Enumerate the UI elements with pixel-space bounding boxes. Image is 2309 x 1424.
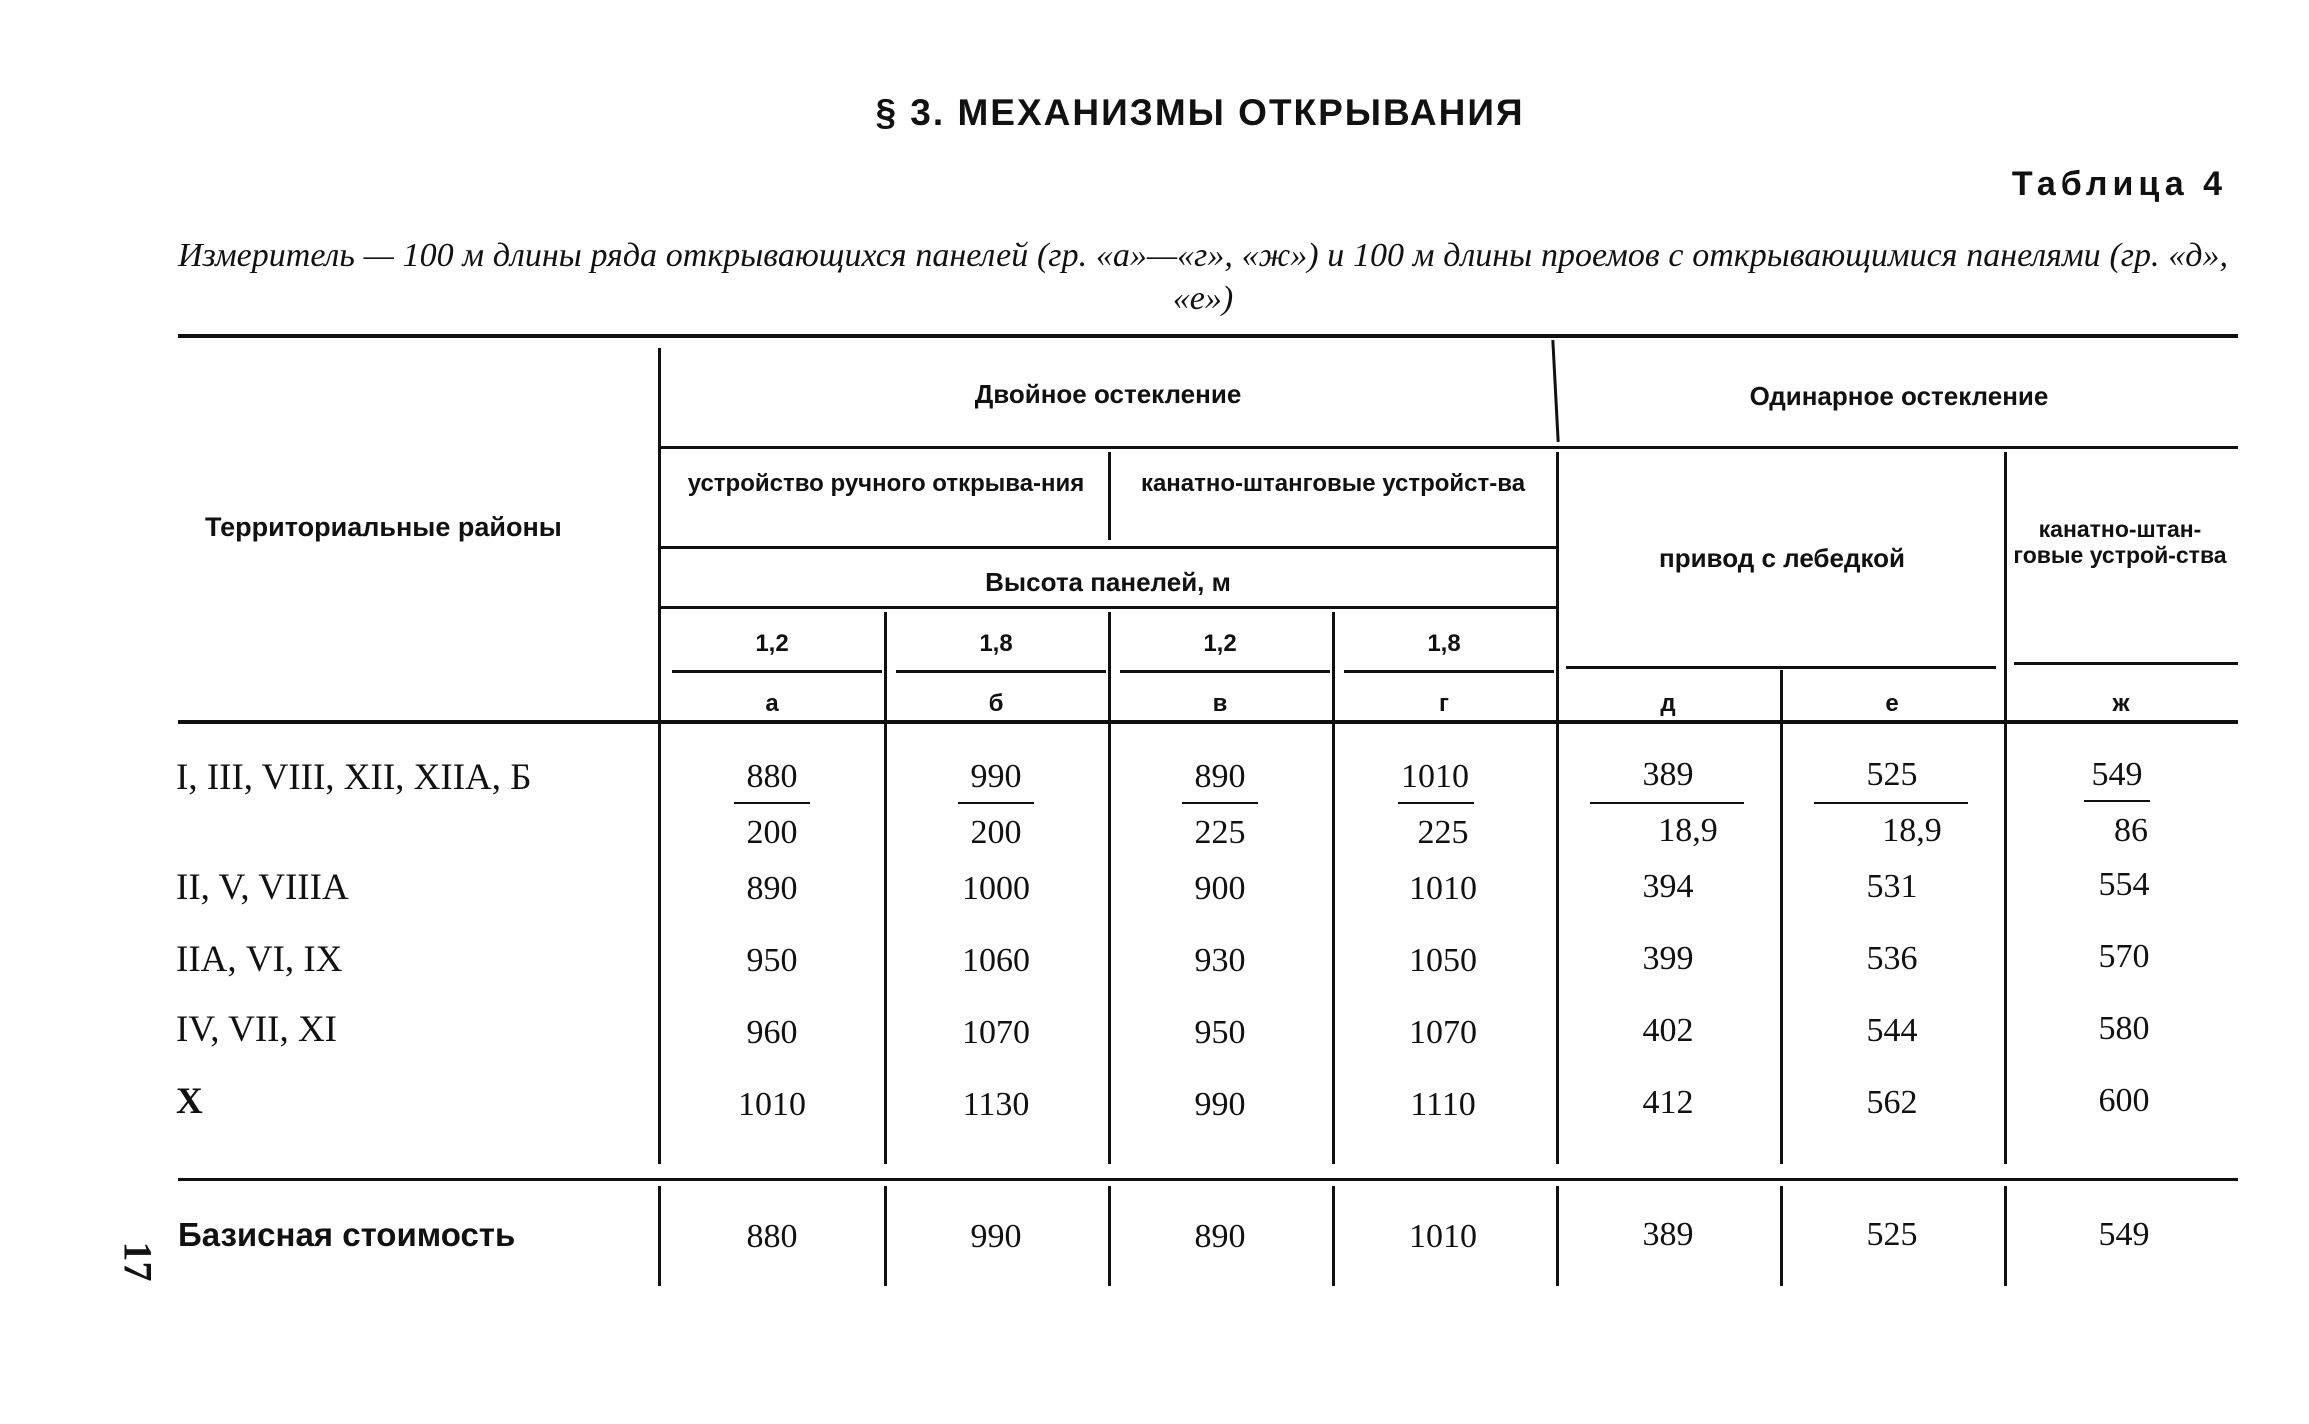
row-2-value-d: 394 bbox=[1642, 868, 1694, 905]
height-col-b: 1,8 bbox=[979, 630, 1013, 657]
row-3-value-zh: 570 bbox=[2098, 938, 2150, 975]
base-value-v: 890 bbox=[1194, 1218, 1246, 1255]
header-cable-single: канатно-штан-говые устрой-ства bbox=[2013, 516, 2227, 568]
row-5-value-e: 562 bbox=[1866, 1084, 1918, 1121]
letter-col-a: а bbox=[765, 690, 779, 717]
header-bottom-rule bbox=[178, 720, 2238, 724]
row-5-value-g: 1110 bbox=[1410, 1086, 1476, 1123]
row-2-value-e: 531 bbox=[1866, 868, 1918, 905]
heights-bottom-rule-b bbox=[896, 670, 1106, 673]
base-value-b: 990 bbox=[970, 1218, 1022, 1255]
base-value-d: 389 bbox=[1642, 1216, 1694, 1253]
height-divider-rule bbox=[660, 606, 1556, 609]
measure-note: Измеритель — 100 м длины ряда открывающихся панелей (гр. «а»—«г», «ж») и 100 м длины проемов с открывающимися панелями (гр. «д», «е») bbox=[178, 237, 2228, 317]
region-column-rule-base bbox=[658, 1186, 661, 1286]
header-cable-double: канатно-штанговые устройст-ва bbox=[1140, 470, 1526, 497]
row-3-label: IIА, VI, IX bbox=[176, 939, 343, 980]
letter-col-v: в bbox=[1212, 690, 1228, 717]
letter-col-g: г bbox=[1439, 690, 1449, 717]
letter-col-zh: ж bbox=[2112, 690, 2130, 717]
fraction-bar-b bbox=[958, 802, 1034, 804]
col-d-e-rule-base bbox=[1780, 1186, 1783, 1286]
row-1-value-a: 880 bbox=[746, 758, 798, 795]
fraction-bar-zh bbox=[2084, 800, 2150, 802]
row-5-value-b: 1130 bbox=[962, 1086, 1030, 1123]
col-d-e-rule bbox=[1780, 670, 1783, 1164]
row-2-value-zh: 554 bbox=[2098, 866, 2150, 903]
subgroup-divider-rule bbox=[660, 546, 1556, 549]
table-label: Таблица 4 bbox=[2011, 165, 2227, 203]
row-2-value-a: 890 bbox=[746, 870, 798, 907]
base-cost-label: Базисная стоимость bbox=[178, 1216, 516, 1253]
row-1-sub-e: 18,9 bbox=[1882, 812, 1942, 849]
heights-bottom-rule-c bbox=[1120, 670, 1330, 673]
fraction-bar-e bbox=[1814, 802, 1968, 804]
row-1-value-e: 525 bbox=[1866, 756, 1918, 793]
base-value-e: 525 bbox=[1866, 1216, 1918, 1253]
col-e-zh-rule-base bbox=[2004, 1186, 2007, 1286]
fraction-bar-v bbox=[1182, 802, 1258, 804]
row-3-value-v: 930 bbox=[1194, 942, 1246, 979]
col-b-v-rule-base bbox=[1108, 1186, 1111, 1286]
heights-bottom-rule-d bbox=[1344, 670, 1554, 673]
winch-bottom-rule bbox=[1566, 666, 1996, 669]
row-1-sub-b: 200 bbox=[970, 814, 1022, 851]
row-3-value-e: 536 bbox=[1866, 940, 1918, 977]
header-single-glazing: Одинарное остекление bbox=[1749, 381, 2049, 411]
col-e-zh-rule bbox=[2004, 452, 2007, 1164]
row-4-value-a: 960 bbox=[746, 1014, 798, 1051]
group-divider-rule bbox=[660, 446, 2238, 449]
col-g-d-rule-base bbox=[1556, 1186, 1559, 1286]
page-number: 17 bbox=[115, 1241, 161, 1282]
base-row-rule bbox=[178, 1178, 2238, 1181]
row-4-value-b: 1070 bbox=[962, 1014, 1030, 1051]
row-1-value-g: 1010 bbox=[1401, 758, 1469, 795]
row-5-value-d: 412 bbox=[1642, 1084, 1694, 1121]
heights-bottom-rule-a bbox=[672, 670, 882, 673]
row-1-sub-v: 225 bbox=[1194, 814, 1246, 851]
height-col-g: 1,8 bbox=[1427, 630, 1461, 657]
col-a-b-rule-base bbox=[884, 1186, 887, 1286]
row-1-value-b: 990 bbox=[970, 758, 1022, 795]
row-5-label: X bbox=[176, 1081, 203, 1122]
row-1-value-d: 389 bbox=[1642, 756, 1694, 793]
row-3-value-d: 399 bbox=[1642, 940, 1694, 977]
letter-col-e: е bbox=[1885, 690, 1899, 717]
header-regions: Территориальные районы bbox=[205, 512, 562, 542]
row-3-value-g: 1050 bbox=[1409, 942, 1477, 979]
row-5-value-zh: 600 bbox=[2098, 1082, 2150, 1119]
height-col-v: 1,2 bbox=[1203, 630, 1237, 657]
row-4-label: IV, VII, XI bbox=[176, 1009, 338, 1050]
col-g-d-rule bbox=[1556, 452, 1559, 1164]
row-1-value-v: 890 bbox=[1194, 758, 1246, 795]
row-2-label: II, V, VIIIА bbox=[176, 867, 349, 908]
letter-col-b: б bbox=[988, 690, 1004, 717]
header-winch-drive: привод с лебедкой bbox=[1658, 543, 1905, 573]
row-1-sub-d: 18,9 bbox=[1658, 812, 1718, 849]
height-col-a: 1,2 bbox=[755, 630, 789, 657]
col-v-g-rule-base bbox=[1332, 1186, 1335, 1286]
row-3-value-a: 950 bbox=[746, 942, 798, 979]
letter-col-d: д bbox=[1660, 690, 1676, 717]
row-1-sub-a: 200 bbox=[746, 814, 798, 851]
row-1-label: I, III, VIII, XII, XIIА, Б bbox=[176, 757, 532, 798]
row-5-value-v: 990 bbox=[1194, 1086, 1246, 1123]
row-1-value-zh: 549 bbox=[2091, 756, 2143, 793]
row-2-value-b: 1000 bbox=[962, 870, 1030, 907]
row-1-sub-zh: 86 bbox=[2114, 812, 2148, 849]
row-4-value-d: 402 bbox=[1642, 1012, 1694, 1049]
header-panel-height: Высота панелей, м bbox=[985, 567, 1231, 597]
fraction-bar-d bbox=[1590, 802, 1744, 804]
row-2-value-g: 1010 bbox=[1409, 870, 1477, 907]
section-title: § 3. МЕХАНИЗМЫ ОТКРЫВАНИЯ bbox=[875, 92, 1525, 133]
region-column-rule bbox=[658, 348, 661, 1164]
row-3-value-b: 1060 bbox=[962, 942, 1030, 979]
row-4-value-e: 544 bbox=[1866, 1012, 1918, 1049]
table-top-rule bbox=[178, 334, 2238, 338]
row-4-value-v: 950 bbox=[1194, 1014, 1246, 1051]
row-2-value-v: 900 bbox=[1194, 870, 1246, 907]
base-value-zh: 549 bbox=[2098, 1216, 2150, 1253]
row-5-value-a: 1010 bbox=[738, 1086, 806, 1123]
row-4-value-g: 1070 bbox=[1409, 1014, 1477, 1051]
row-4-value-zh: 580 bbox=[2098, 1010, 2150, 1047]
cable-single-bottom-rule bbox=[2014, 662, 2238, 665]
fraction-bar-a bbox=[734, 802, 810, 804]
row-1-sub-g: 225 bbox=[1417, 814, 1469, 851]
base-value-a: 880 bbox=[746, 1218, 798, 1255]
header-double-glazing: Двойное остекление bbox=[974, 379, 1242, 409]
base-value-g: 1010 bbox=[1409, 1218, 1477, 1255]
header-manual-opening: устройство ручного открыва-ния bbox=[687, 470, 1085, 497]
fraction-bar-g bbox=[1398, 802, 1474, 804]
manual-cable-rule bbox=[1108, 452, 1111, 540]
